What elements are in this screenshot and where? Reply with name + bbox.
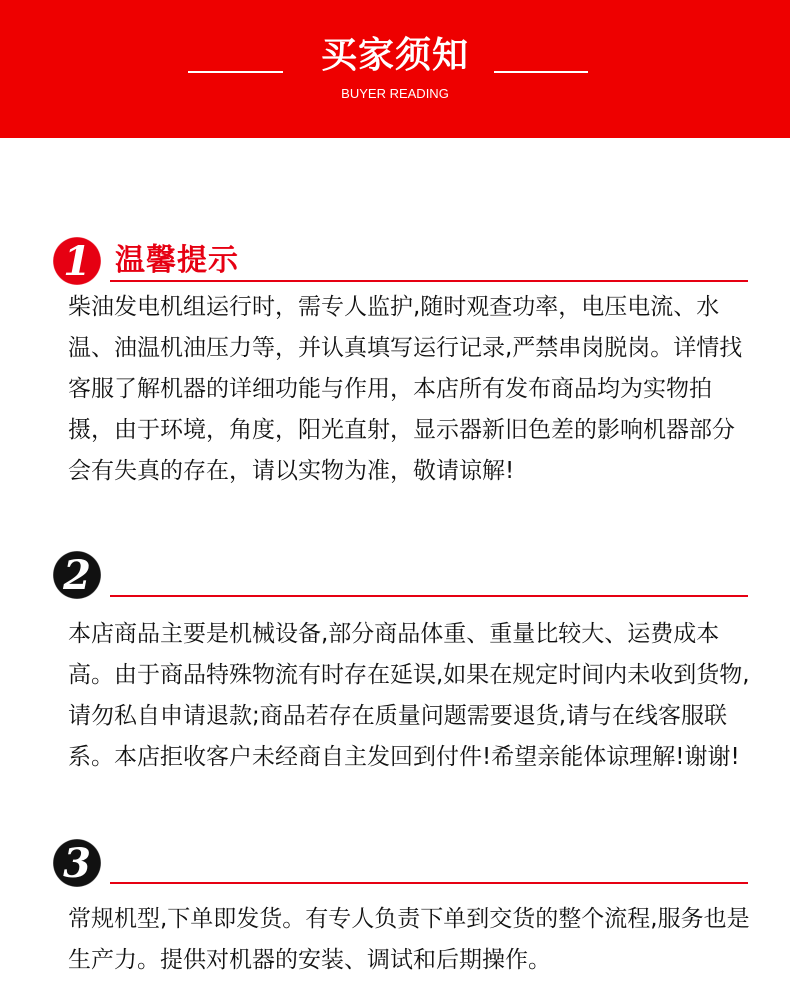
section-body-shipping: 本店商品主要是机械设备,部分商品体重、重量比较大、运费成本高。由于商品特殊物流有时存在延误,如果在规定时间内未收到货物,请勿私自申请退款;商品若存在质量问题需要退货,请与在线客服联系。本店拒收客户未经商自主发回到付件!希望亲能体谅理解!谢谢! (68, 621, 750, 770)
section-body-tips: 柴油发电机组运行时，需专人监护,随时观查功率，电压电流、水温、油温机油压力等，并认真填写运行记录,严禁串岗脱岗。详情找客服了解机器的详细功能与作用，本店所有发布商品均为实物拍摄，由于环境，角度，阳光直射，显示器新旧色差的影响机器部分会有失真的存在，请以实物为准，敬请谅解! (68, 294, 743, 484)
number-two-icon (52, 550, 102, 600)
section-number: 3 (63, 840, 91, 887)
section-body-service: 常规机型,下单即发货。有专人负责下单到交货的整个流程,服务也是生产力。提供对机器的安装、调试和后期操作。 (68, 906, 750, 973)
section-divider (110, 882, 748, 884)
number-three-icon (52, 838, 102, 888)
title-divider-right (494, 71, 588, 73)
section-number: 1 (63, 238, 91, 285)
section-divider (110, 280, 748, 282)
page-title: 买家须知 (320, 35, 469, 76)
section-number: 2 (63, 552, 91, 599)
page-subtitle: BUYER READING (341, 86, 449, 101)
section-divider (110, 595, 748, 597)
header-banner (0, 0, 790, 138)
section-heading-tips: 温馨提示 (115, 243, 239, 278)
number-one-icon (52, 236, 102, 286)
